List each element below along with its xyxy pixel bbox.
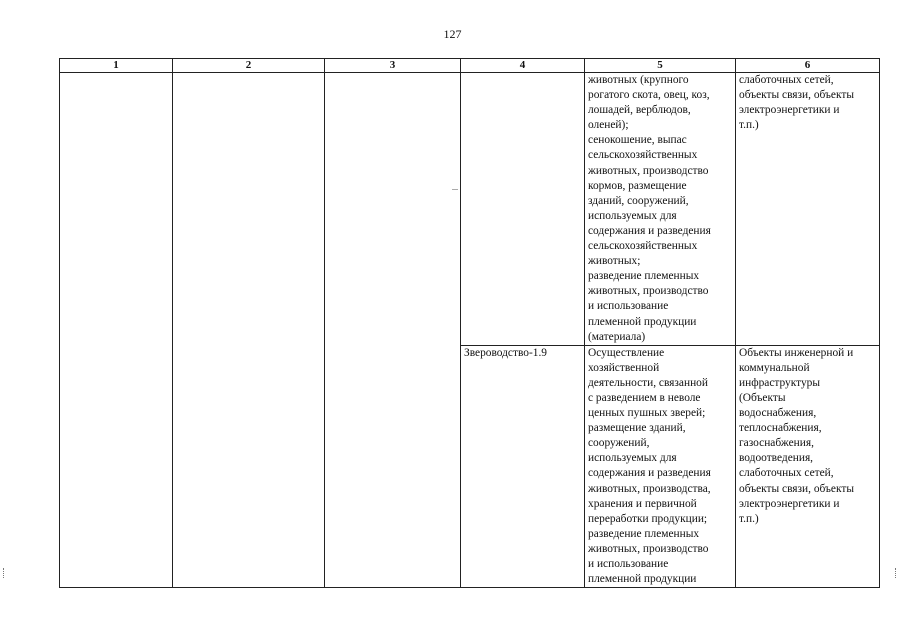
scan-tick: [452, 189, 458, 190]
table-header-row: [60, 59, 880, 73]
column-header-1: 1: [60, 59, 173, 73]
margin-mark-right: [895, 568, 899, 578]
cell-col-4: [461, 345, 585, 588]
cell-col-6: [736, 73, 880, 346]
use-description: Осуществление хозяйственной деятельности, связанной с разведением в неволе ценных пушных зверей; размещение зданий, сооружений, используемых для содержания и разведения животных, производства, хранения и первичной переработки продукции; разведение племенных животных, производство и использование племенной продукции: [588, 346, 711, 586]
column-header-6: 6: [736, 59, 880, 73]
cell-col-6: [736, 345, 880, 588]
cell-col-2: [173, 73, 325, 588]
cell-col-5: [585, 345, 736, 588]
use-description: животных (крупного рогатого скота, овец, коз, лошадей, верблюдов, оленей); сенокошение, выпас сельскохозяйственных животных, производство кормов, размещение зданий, сооружений, используемых для содержания и разведения сельскохозяйственных животных; разведение племенных животных, производство и использование племенной продукции (материала): [588, 74, 711, 343]
cell-col-1: [60, 73, 173, 588]
table-row: [60, 73, 880, 346]
column-header-2: 2: [173, 59, 325, 73]
permitted-objects: Объекты инженерной и коммунальной инфраструктуры (Объекты водоснабжения, теплоснабжения, газоснабжения, водоотведения, слаботочных сетей, объекты связи, объекты электроэнергетики и т.п.): [739, 346, 854, 525]
column-header-4: 4: [461, 59, 585, 73]
cell-col-4: [461, 73, 585, 346]
land-use-table: [59, 58, 880, 588]
cell-col-3: [325, 73, 461, 588]
permitted-objects: слаботочных сетей, объекты связи, объекты электроэнергетики и т.п.): [739, 74, 854, 132]
margin-mark-left: [3, 568, 7, 578]
cell-col-5: [585, 73, 736, 346]
page-number: 127: [443, 27, 462, 41]
use-type-code: Звероводство-1.9: [464, 346, 547, 359]
column-header-5: 5: [585, 59, 736, 73]
column-header-3: 3: [325, 59, 461, 73]
